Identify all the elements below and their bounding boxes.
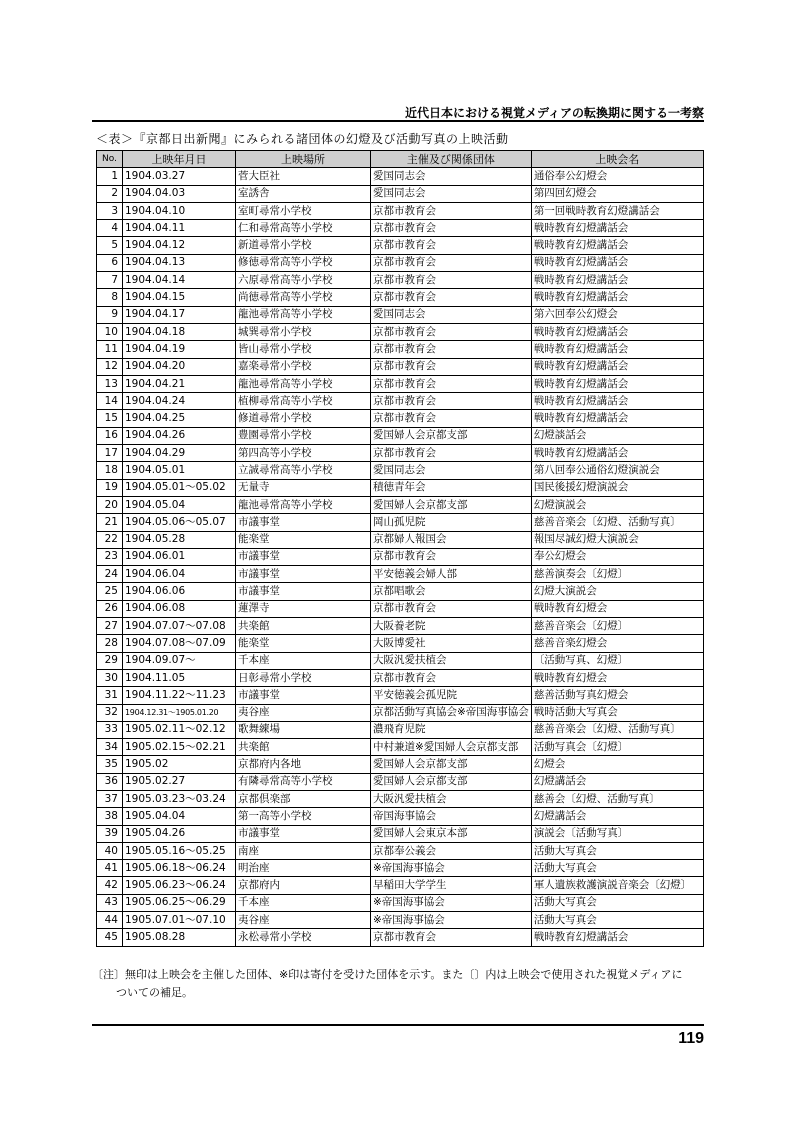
row-date: 1904.04.25 — [123, 410, 236, 427]
row-place: 嘉楽尋常小学校 — [236, 358, 371, 375]
table-row — [97, 202, 704, 219]
row-organizer: 平安徳義会婦人部 — [371, 566, 532, 583]
row-organizer: 大阪博愛社 — [371, 635, 532, 652]
row-event: 戦時教育幻燈講話会 — [531, 254, 703, 271]
row-date: 1905.08.28 — [123, 929, 236, 946]
row-number: 36 — [97, 773, 123, 790]
row-number: 1 — [97, 168, 123, 185]
row-organizer: 京都市教育会 — [371, 202, 532, 219]
row-organizer: 京都市教育会 — [371, 237, 532, 254]
row-place: 六原尋常高等小学校 — [236, 272, 371, 289]
row-number: 38 — [97, 808, 123, 825]
row-date: 1904.07.07～07.08 — [123, 618, 236, 635]
row-organizer: 京都市教育会 — [371, 669, 532, 686]
row-place: 永松尋常小学校 — [236, 929, 371, 946]
row-number: 12 — [97, 358, 123, 375]
row-number: 9 — [97, 306, 123, 323]
row-place: 室誘舎 — [236, 185, 371, 202]
row-event: 幻燈大演説会 — [531, 583, 703, 600]
row-event: 戦時教育幻燈講話会 — [531, 323, 703, 340]
row-date: 1904.04.19 — [123, 341, 236, 358]
row-event: 慈善音楽会〔幻燈〕 — [531, 618, 703, 635]
row-event: 奉公幻燈会 — [531, 548, 703, 565]
row-event: 戦時教育幻燈講話会 — [531, 272, 703, 289]
table-row — [97, 531, 704, 548]
table-row — [97, 323, 704, 340]
row-event: 戦時教育幻燈講話会 — [531, 375, 703, 392]
row-place: 市議事堂 — [236, 514, 371, 531]
row-place: 夷谷座 — [236, 912, 371, 929]
row-event: 幻燈談話会 — [531, 427, 703, 444]
row-number: 20 — [97, 496, 123, 513]
row-number: 31 — [97, 687, 123, 704]
row-place: 龍池尋常高等小学校 — [236, 496, 371, 513]
row-organizer: 帝国海事協会 — [371, 808, 532, 825]
table-row — [97, 635, 704, 652]
row-organizer: 京都市教育会 — [371, 410, 532, 427]
row-date: 1904.04.03 — [123, 185, 236, 202]
row-place: 立誠尋常高等小学校 — [236, 462, 371, 479]
row-number: 13 — [97, 375, 123, 392]
row-organizer: 岡山孤児院 — [371, 514, 532, 531]
row-number: 17 — [97, 445, 123, 462]
row-event: 活動大写真会 — [531, 894, 703, 911]
row-date: 1904.04.29 — [123, 445, 236, 462]
row-place: 植柳尋常高等小学校 — [236, 393, 371, 410]
table-row — [97, 289, 704, 306]
row-event: 慈善音楽会〔幻燈、活動写真〕 — [531, 721, 703, 738]
row-organizer: 京都唱歌会 — [371, 583, 532, 600]
table-row — [97, 825, 704, 842]
row-number: 2 — [97, 185, 123, 202]
row-organizer: 京都活動写真協会※帝国海事協会 — [371, 704, 532, 721]
row-organizer: 京都市教育会 — [371, 445, 532, 462]
table-row — [97, 272, 704, 289]
row-date: 1905.04.04 — [123, 808, 236, 825]
row-place: 千本座 — [236, 894, 371, 911]
col-header-date: 上映年月日 — [123, 151, 236, 168]
row-event: 戦時教育幻燈講話会 — [531, 410, 703, 427]
row-event: 幻燈演説会 — [531, 496, 703, 513]
row-number: 10 — [97, 323, 123, 340]
row-number: 33 — [97, 721, 123, 738]
row-organizer: 愛国婦人会京都支部 — [371, 756, 532, 773]
row-organizer: 京都市教育会 — [371, 254, 532, 271]
row-event: 活動写真会〔幻燈〕 — [531, 739, 703, 756]
table-row — [97, 479, 704, 496]
table-row — [97, 393, 704, 410]
row-place: 歌舞練場 — [236, 721, 371, 738]
row-event: 慈善音楽会〔幻燈、活動写真〕 — [531, 514, 703, 531]
table-row — [97, 790, 704, 807]
row-organizer: ※帝国海事協会 — [371, 894, 532, 911]
row-date: 1904.03.27 — [123, 168, 236, 185]
table-row — [97, 773, 704, 790]
row-organizer: 愛国婦人会京都支部 — [371, 773, 532, 790]
row-number: 30 — [97, 669, 123, 686]
row-date: 1904.06.06 — [123, 583, 236, 600]
row-number: 5 — [97, 237, 123, 254]
row-place: 第四高等小学校 — [236, 445, 371, 462]
row-place: 明治座 — [236, 860, 371, 877]
row-number: 16 — [97, 427, 123, 444]
row-organizer: 京都市教育会 — [371, 548, 532, 565]
row-number: 22 — [97, 531, 123, 548]
row-organizer: 愛国婦人会東京本部 — [371, 825, 532, 842]
row-date: 1904.07.08～07.09 — [123, 635, 236, 652]
row-number: 42 — [97, 877, 123, 894]
row-place: 尚徳尋常高等小学校 — [236, 289, 371, 306]
table-row — [97, 341, 704, 358]
row-date: 1905.06.23～06.24 — [123, 877, 236, 894]
row-organizer: 京都市教育会 — [371, 375, 532, 392]
row-place: 仁和尋常高等小学校 — [236, 220, 371, 237]
row-organizer: 平安徳義会孤児院 — [371, 687, 532, 704]
row-place: 修徳尋常高等小学校 — [236, 254, 371, 271]
row-organizer: 中村兼道※愛国婦人会京都支部 — [371, 739, 532, 756]
row-place: 市議事堂 — [236, 548, 371, 565]
table-row — [97, 462, 704, 479]
row-organizer: ※帝国海事協会 — [371, 912, 532, 929]
row-date: 1905.03.23～03.24 — [123, 790, 236, 807]
row-organizer: 愛国婦人会京都支部 — [371, 496, 532, 513]
table-row — [97, 618, 704, 635]
row-event: 戦時教育幻燈会 — [531, 669, 703, 686]
row-date: 1904.04.18 — [123, 323, 236, 340]
row-number: 35 — [97, 756, 123, 773]
col-header-place: 上映場所 — [236, 151, 371, 168]
row-organizer: 愛国同志会 — [371, 185, 532, 202]
row-event: 第四回幻燈会 — [531, 185, 703, 202]
row-date: 1904.05.04 — [123, 496, 236, 513]
row-date: 1905.06.18～06.24 — [123, 860, 236, 877]
screening-table — [96, 150, 704, 947]
row-event: 慈善活動写真幻燈会 — [531, 687, 703, 704]
row-number: 6 — [97, 254, 123, 271]
table-row — [97, 566, 704, 583]
row-place: 京都府内 — [236, 877, 371, 894]
row-date: 1904.04.15 — [123, 289, 236, 306]
row-date: 1905.06.25～06.29 — [123, 894, 236, 911]
row-place: 龍池尋常高等小学校 — [236, 306, 371, 323]
row-organizer: 大阪汎愛扶植会 — [371, 790, 532, 807]
row-event: 戦時教育幻燈講話会 — [531, 445, 703, 462]
row-date: 1904.04.12 — [123, 237, 236, 254]
row-date: 1905.02.27 — [123, 773, 236, 790]
row-event: 幻燈講話会 — [531, 808, 703, 825]
row-organizer: 積徳青年会 — [371, 479, 532, 496]
row-organizer: 京都市教育会 — [371, 323, 532, 340]
row-date: 1904.06.08 — [123, 600, 236, 617]
row-organizer: 愛国婦人会京都支部 — [371, 427, 532, 444]
row-date: 1904.11.22～11.23 — [123, 687, 236, 704]
row-event: 国民後援幻燈演説会 — [531, 479, 703, 496]
row-place: 共楽館 — [236, 618, 371, 635]
header-rule — [92, 120, 704, 122]
row-organizer: 京都市教育会 — [371, 358, 532, 375]
row-place: 龍池尋常高等小学校 — [236, 375, 371, 392]
page-number: 119 — [678, 1030, 704, 1047]
row-number: 3 — [97, 202, 123, 219]
row-number: 39 — [97, 825, 123, 842]
note-line-2: ついての補足。 — [116, 986, 193, 999]
col-header-no: No. — [97, 151, 123, 168]
row-date: 1904.05.28 — [123, 531, 236, 548]
row-organizer: 京都婦人報国会 — [371, 531, 532, 548]
row-date: 1904.06.04 — [123, 566, 236, 583]
row-event: 活動大写真会 — [531, 912, 703, 929]
row-date: 1905.02.11～02.12 — [123, 721, 236, 738]
table-row — [97, 912, 704, 929]
row-number: 28 — [97, 635, 123, 652]
row-event: 通俗奉公幻燈会 — [531, 168, 703, 185]
row-place: 共楽館 — [236, 739, 371, 756]
row-date: 1904.12.31～1905.01.20 — [123, 704, 236, 721]
row-organizer: 京都市教育会 — [371, 600, 532, 617]
row-event: 戦時教育幻燈講話会 — [531, 237, 703, 254]
row-number: 23 — [97, 548, 123, 565]
row-date: 1905.02 — [123, 756, 236, 773]
table-row — [97, 860, 704, 877]
table-row — [97, 514, 704, 531]
table-row — [97, 894, 704, 911]
row-place: 修道尋常小学校 — [236, 410, 371, 427]
row-number: 15 — [97, 410, 123, 427]
row-place: 菅大臣社 — [236, 168, 371, 185]
row-organizer: 京都市教育会 — [371, 272, 532, 289]
row-number: 18 — [97, 462, 123, 479]
table-row — [97, 721, 704, 738]
row-number: 34 — [97, 739, 123, 756]
row-date: 1904.11.05 — [123, 669, 236, 686]
row-organizer: 早稲田大学学生 — [371, 877, 532, 894]
row-event: 第六回奉公幻燈会 — [531, 306, 703, 323]
row-number: 11 — [97, 341, 123, 358]
row-organizer: 愛国同志会 — [371, 168, 532, 185]
row-event: 〔活動写真、幻燈〕 — [531, 652, 703, 669]
row-event: 第一回戦時教育幻燈講話会 — [531, 202, 703, 219]
row-date: 1904.04.17 — [123, 306, 236, 323]
running-head: 近代日本における視覚メディアの転換期に関する一考察 — [404, 106, 704, 120]
row-place: 能楽堂 — [236, 635, 371, 652]
row-place: 市議事堂 — [236, 825, 371, 842]
row-number: 41 — [97, 860, 123, 877]
row-date: 1904.04.21 — [123, 375, 236, 392]
row-date: 1904.04.11 — [123, 220, 236, 237]
row-number: 45 — [97, 929, 123, 946]
table-row — [97, 669, 704, 686]
row-place: 有隣尋常高等小学校 — [236, 773, 371, 790]
row-place: 新道尋常小学校 — [236, 237, 371, 254]
row-number: 4 — [97, 220, 123, 237]
table-row — [97, 427, 704, 444]
row-date: 1905.02.15～02.21 — [123, 739, 236, 756]
table-row — [97, 410, 704, 427]
table-row — [97, 842, 704, 859]
table-row — [97, 600, 704, 617]
table-row — [97, 358, 704, 375]
row-event: 第八回奉公通俗幻燈演説会 — [531, 462, 703, 479]
row-event: 慈善演奏会〔幻燈〕 — [531, 566, 703, 583]
table-body — [97, 168, 704, 946]
row-organizer: ※帝国海事協会 — [371, 860, 532, 877]
row-event: 軍人遺族救護演説音楽会〔幻燈〕 — [531, 877, 703, 894]
row-organizer: 大阪汎愛扶植会 — [371, 652, 532, 669]
row-event: 慈善音楽幻燈会 — [531, 635, 703, 652]
table-row — [97, 237, 704, 254]
row-date: 1904.04.20 — [123, 358, 236, 375]
col-header-organizer: 主催及び関係団体 — [371, 151, 532, 168]
row-place: 市議事堂 — [236, 687, 371, 704]
table-row — [97, 808, 704, 825]
row-date: 1904.04.26 — [123, 427, 236, 444]
table-row — [97, 496, 704, 513]
row-organizer: 濃飛育児院 — [371, 721, 532, 738]
row-event: 戦時活動大写真会 — [531, 704, 703, 721]
col-header-event: 上映会名 — [531, 151, 703, 168]
row-number: 24 — [97, 566, 123, 583]
row-organizer: 京都市教育会 — [371, 289, 532, 306]
table-row — [97, 652, 704, 669]
row-number: 19 — [97, 479, 123, 496]
row-event: 活動大写真会 — [531, 842, 703, 859]
row-place: 南座 — [236, 842, 371, 859]
row-date: 1904.04.10 — [123, 202, 236, 219]
row-event: 演説会〔活動写真〕 — [531, 825, 703, 842]
row-number: 8 — [97, 289, 123, 306]
row-event: 慈善会〔幻燈、活動写真〕 — [531, 790, 703, 807]
row-place: 市議事堂 — [236, 566, 371, 583]
row-place: 千本座 — [236, 652, 371, 669]
row-organizer: 京都奉公義会 — [371, 842, 532, 859]
row-place: 皆山尋常小学校 — [236, 341, 371, 358]
table-row — [97, 220, 704, 237]
row-date: 1905.05.16～05.25 — [123, 842, 236, 859]
row-organizer: 京都市教育会 — [371, 929, 532, 946]
row-number: 40 — [97, 842, 123, 859]
row-date: 1904.05.06～05.07 — [123, 514, 236, 531]
row-date: 1904.09.07～ — [123, 652, 236, 669]
row-event: 戦時教育幻燈講話会 — [531, 929, 703, 946]
table-row — [97, 687, 704, 704]
row-place: 蓮澤寺 — [236, 600, 371, 617]
row-date: 1904.04.14 — [123, 272, 236, 289]
row-number: 32 — [97, 704, 123, 721]
row-number: 14 — [97, 393, 123, 410]
row-place: 第一高等小学校 — [236, 808, 371, 825]
row-number: 29 — [97, 652, 123, 669]
row-place: 室町尋常小学校 — [236, 202, 371, 219]
row-event: 戦時教育幻燈講話会 — [531, 341, 703, 358]
row-date: 1904.04.24 — [123, 393, 236, 410]
table-row — [97, 185, 704, 202]
table-row — [97, 704, 704, 721]
row-event: 戦時教育幻燈講話会 — [531, 393, 703, 410]
table-row — [97, 306, 704, 323]
row-organizer: 京都市教育会 — [371, 393, 532, 410]
row-date: 1904.05.01 — [123, 462, 236, 479]
row-number: 21 — [97, 514, 123, 531]
row-place: 夷谷座 — [236, 704, 371, 721]
row-number: 27 — [97, 618, 123, 635]
row-organizer: 愛国同志会 — [371, 306, 532, 323]
row-place: 市議事堂 — [236, 583, 371, 600]
note-line-1: 〔注〕無印は上映会を主催した団体、※印は寄付を受けた団体を示す。また〔〕内は上映会で使用された視覚メディアに — [92, 968, 683, 981]
row-organizer: 京都市教育会 — [371, 220, 532, 237]
row-date: 1904.04.13 — [123, 254, 236, 271]
row-date: 1904.06.01 — [123, 548, 236, 565]
row-event: 報国尽誠幻燈大演説会 — [531, 531, 703, 548]
table-row — [97, 929, 704, 946]
footer-rule — [92, 1024, 704, 1026]
row-event: 幻燈講話会 — [531, 773, 703, 790]
row-date: 1904.05.01～05.02 — [123, 479, 236, 496]
row-event: 戦時教育幻燈講話会 — [531, 289, 703, 306]
row-place: 京都府内各地 — [236, 756, 371, 773]
table-header-row — [97, 151, 704, 168]
row-event: 戦時教育幻燈会 — [531, 600, 703, 617]
row-organizer: 大阪養老院 — [371, 618, 532, 635]
row-event: 活動大写真会 — [531, 860, 703, 877]
row-place: 豊園尋常小学校 — [236, 427, 371, 444]
table-row — [97, 445, 704, 462]
table-row — [97, 583, 704, 600]
row-number: 43 — [97, 894, 123, 911]
table-caption: ＜表＞『京都日出新聞』にみられる諸団体の幻燈及び活動写真の上映活動 — [96, 132, 509, 146]
row-place: 能楽堂 — [236, 531, 371, 548]
row-number: 25 — [97, 583, 123, 600]
table-row — [97, 254, 704, 271]
row-number: 7 — [97, 272, 123, 289]
row-place: 无量寺 — [236, 479, 371, 496]
row-place: 京都倶楽部 — [236, 790, 371, 807]
table-row — [97, 877, 704, 894]
row-date: 1905.04.26 — [123, 825, 236, 842]
table-note — [92, 966, 706, 1002]
row-event: 戦時教育幻燈講話会 — [531, 358, 703, 375]
row-organizer: 愛国同志会 — [371, 462, 532, 479]
row-place: 城巽尋常小学校 — [236, 323, 371, 340]
table-row — [97, 168, 704, 185]
row-number: 37 — [97, 790, 123, 807]
row-organizer: 京都市教育会 — [371, 341, 532, 358]
row-place: 日彰尋常小学校 — [236, 669, 371, 686]
table-row — [97, 375, 704, 392]
row-number: 44 — [97, 912, 123, 929]
table-row — [97, 548, 704, 565]
row-event: 幻燈会 — [531, 756, 703, 773]
row-number: 26 — [97, 600, 123, 617]
row-date: 1905.07.01～07.10 — [123, 912, 236, 929]
table-row — [97, 739, 704, 756]
row-event: 戦時教育幻燈講話会 — [531, 220, 703, 237]
table-row — [97, 756, 704, 773]
